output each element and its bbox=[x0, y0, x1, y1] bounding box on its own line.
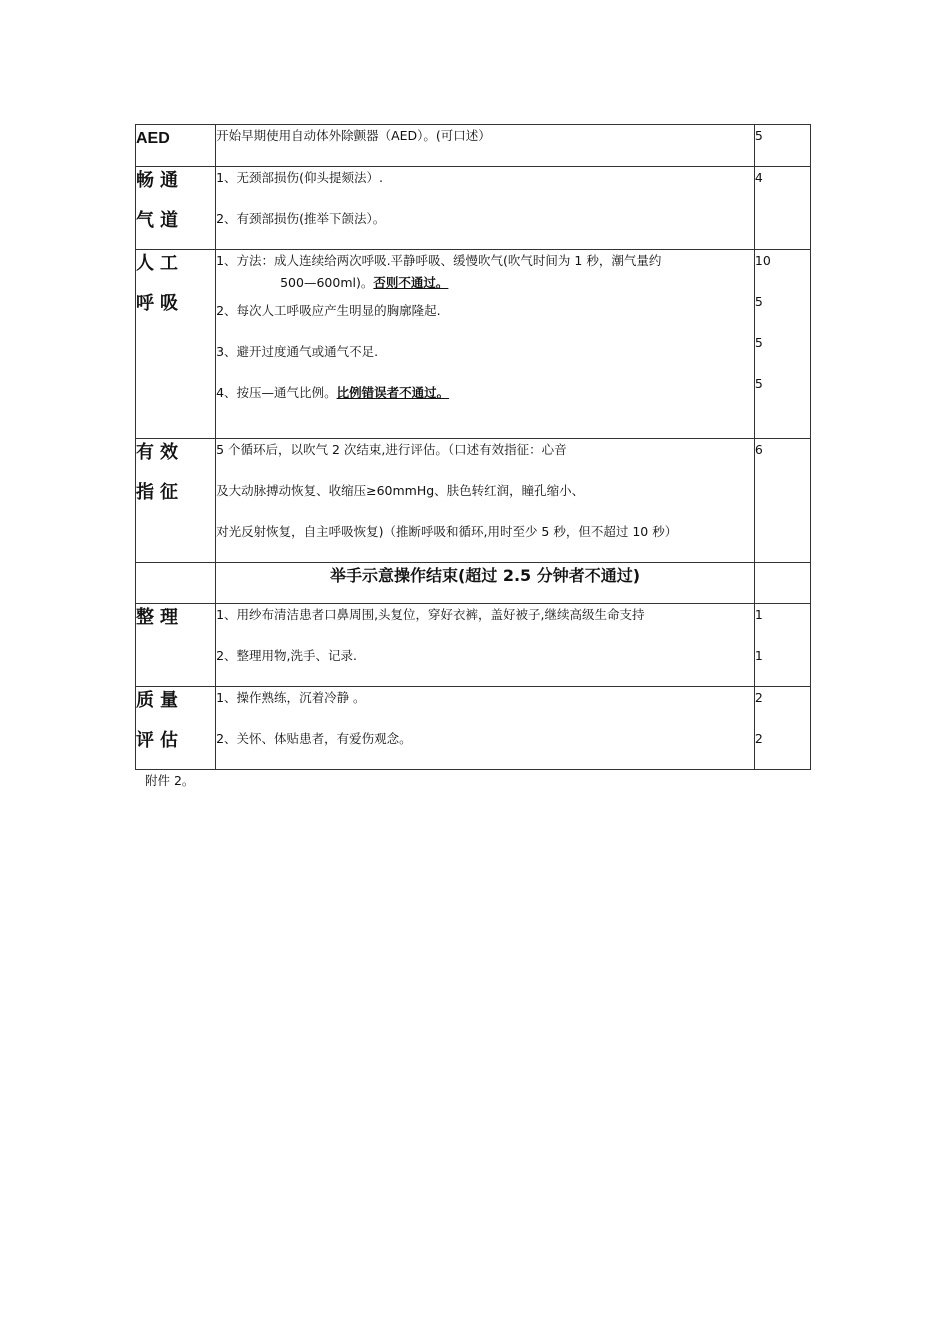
content-line: 对光反射恢复，自主呼吸恢复)（推断呼吸和循环,用时至少 5 秒，但不超过 10 秒） bbox=[216, 524, 678, 539]
score-cell bbox=[754, 125, 810, 167]
content-line: 1、操作熟练，沉着冷静 。 bbox=[216, 690, 366, 705]
score-value: 1 bbox=[754, 607, 763, 622]
content-line: 2、整理用物,洗手、记录. bbox=[216, 648, 358, 663]
category-label: 人 工 bbox=[136, 253, 178, 274]
table-row-banner bbox=[136, 563, 811, 604]
empty-cell bbox=[754, 563, 810, 604]
category-cell bbox=[136, 125, 216, 167]
content-line: 1、方法：成人连续给两次呼吸.平静呼吸、缓慢吹气(吹气时间为 1 秒，潮气量约 bbox=[216, 253, 662, 268]
score-cell bbox=[754, 687, 810, 770]
table-row-aed bbox=[136, 125, 811, 167]
score-value: 5 bbox=[754, 128, 763, 143]
scoring-table bbox=[135, 124, 811, 770]
content-line: 开始早期使用自动体外除颤器（AED）。(可口述） bbox=[216, 128, 491, 143]
table-row-airway bbox=[136, 167, 811, 250]
score-value: 1 bbox=[754, 648, 763, 663]
score-cell bbox=[754, 167, 810, 250]
content-cell bbox=[216, 250, 755, 439]
category-label: 质 量 bbox=[136, 690, 178, 711]
content-line: 2、有颈部损伤(推举下颌法）。 bbox=[216, 211, 386, 226]
category-label: 有 效 bbox=[136, 442, 178, 463]
score-value: 5 bbox=[754, 294, 763, 309]
score-cell bbox=[754, 250, 810, 439]
content-cell bbox=[216, 167, 755, 250]
score-value: 4 bbox=[754, 170, 763, 185]
table-row-quality bbox=[136, 687, 811, 770]
category-cell bbox=[136, 687, 216, 770]
content-line: 2、每次人工呼吸应产生明显的胸廓隆起. bbox=[216, 303, 441, 318]
category-cell bbox=[136, 250, 216, 439]
table-row-tidy-up bbox=[136, 604, 811, 687]
attachment-note: 附件 2。 bbox=[145, 773, 195, 788]
content-line: 及大动脉搏动恢复、收缩压≥60mmHg、肤色转红润，瞳孔缩小、 bbox=[216, 483, 585, 498]
score-value: 6 bbox=[754, 442, 763, 457]
content-cell bbox=[216, 125, 755, 167]
category-label: AED bbox=[136, 130, 170, 147]
content-line: 500—600ml)。否则不通过。 bbox=[280, 275, 449, 290]
score-cell bbox=[754, 439, 810, 563]
category-label: 畅 通 bbox=[136, 170, 178, 191]
category-label: 整 理 bbox=[136, 607, 178, 628]
empty-cell bbox=[136, 563, 216, 604]
content-line: 1、无颈部损伤(仰头提颏法）. bbox=[216, 170, 383, 185]
score-cell bbox=[754, 604, 810, 687]
content-cell bbox=[216, 687, 755, 770]
category-label: 指 征 bbox=[136, 482, 178, 503]
content-line: 4、按压—通气比例。比例错误者不通过。 bbox=[216, 385, 450, 400]
score-value: 10 bbox=[754, 253, 771, 268]
score-value: 5 bbox=[754, 335, 763, 350]
table-row-effective-signs bbox=[136, 439, 811, 563]
fail-condition-text: 比例错误者不通过。 bbox=[336, 385, 450, 400]
score-value: 5 bbox=[754, 376, 763, 391]
fail-condition-text: 否则不通过。 bbox=[373, 275, 449, 290]
end-operation-banner: 举手示意操作结束(超过 2.5 分钟者不通过) bbox=[216, 563, 755, 604]
category-label: 评 估 bbox=[136, 730, 178, 751]
content-line: 5 个循环后，以吹气 2 次结束,进行评估。（口述有效指征：心音 bbox=[216, 442, 567, 457]
content-line: 3、避开过度通气或通气不足. bbox=[216, 344, 379, 359]
category-label: 呼 吸 bbox=[136, 293, 178, 314]
content-line: 1、用纱布清洁患者口鼻周围,头复位，穿好衣裤，盖好被子,继续高级生命支持 bbox=[216, 607, 645, 622]
score-value: 2 bbox=[754, 690, 763, 705]
category-cell bbox=[136, 439, 216, 563]
content-line: 2、关怀、体贴患者，有爱伤观念。 bbox=[216, 731, 412, 746]
content-cell bbox=[216, 439, 755, 563]
category-cell bbox=[136, 167, 216, 250]
category-label: 气 道 bbox=[136, 210, 178, 231]
content-cell bbox=[216, 604, 755, 687]
table-row-breathing bbox=[136, 250, 811, 439]
score-value: 2 bbox=[754, 731, 763, 746]
category-cell bbox=[136, 604, 216, 687]
